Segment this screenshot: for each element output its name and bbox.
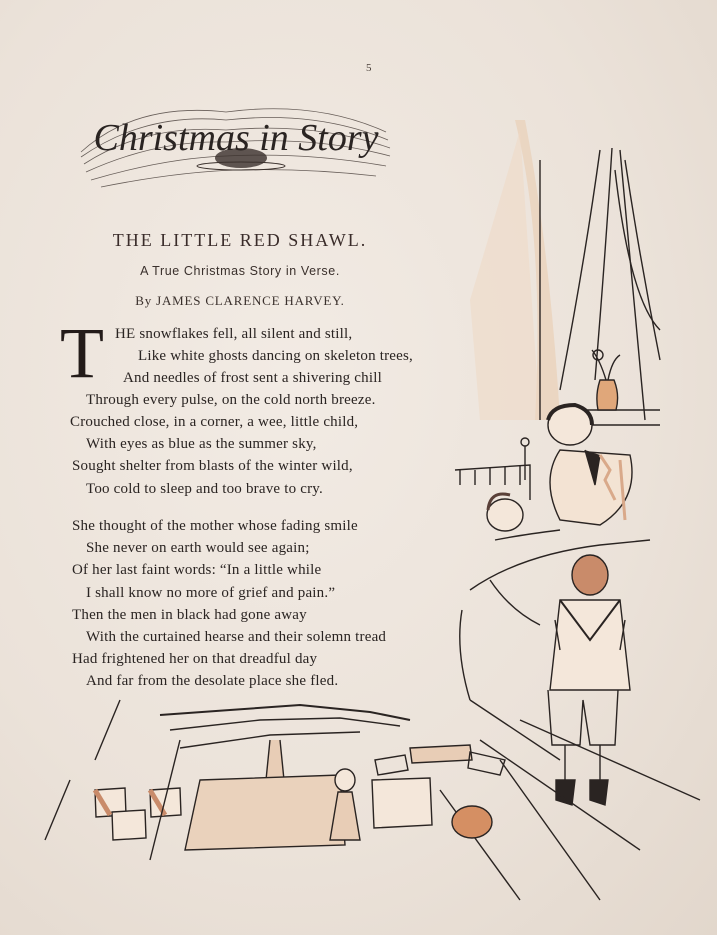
verse-line: She never on earth would see again; [86, 540, 310, 556]
verse-line: Like white ghosts dancing on skeleton trees, [138, 348, 413, 364]
verse-line: With the curtained hearse and their solemn tread [86, 629, 387, 645]
verse-line: And needles of frost sent a shivering chill [123, 370, 382, 386]
verse-line: She thought of the mother whose fading smile [72, 518, 358, 534]
story-title: THE LITTLE RED SHAWL. [112, 230, 368, 250]
author-byline: By JAMES CLARENCE HARVEY. [135, 293, 345, 308]
christmas-in-story-banner [76, 92, 396, 200]
verse-line: Sought shelter from blasts of the winter wild, [72, 458, 353, 474]
verse-line: HE snowflakes fell, all silent and still, [115, 326, 353, 342]
banner-title: Christmas in Story [93, 117, 379, 159]
verse-line: Had frightened her on that dreadful day [72, 651, 318, 667]
verse-line: Through every pulse, on the cold north breeze. [86, 392, 376, 408]
verse-line: Of her last faint words: “In a little while [72, 562, 322, 578]
verse-line: Crouched close, in a corner, a wee, little child, [70, 414, 359, 430]
verse-line: With eyes as blue as the summer sky, [86, 436, 317, 452]
verse-line: And far from the desolate place she fled. [86, 673, 339, 689]
page-number: 5 [366, 62, 372, 74]
verse-line: Too cold to sleep and too brave to cry. [86, 481, 323, 497]
verse-line: Then the men in black had gone away [72, 607, 307, 623]
verse-line: I shall know no more of grief and pain.” [86, 585, 336, 601]
story-subtitle: A True Christmas Story in Verse. [140, 264, 340, 278]
drop-cap: T [60, 313, 104, 393]
